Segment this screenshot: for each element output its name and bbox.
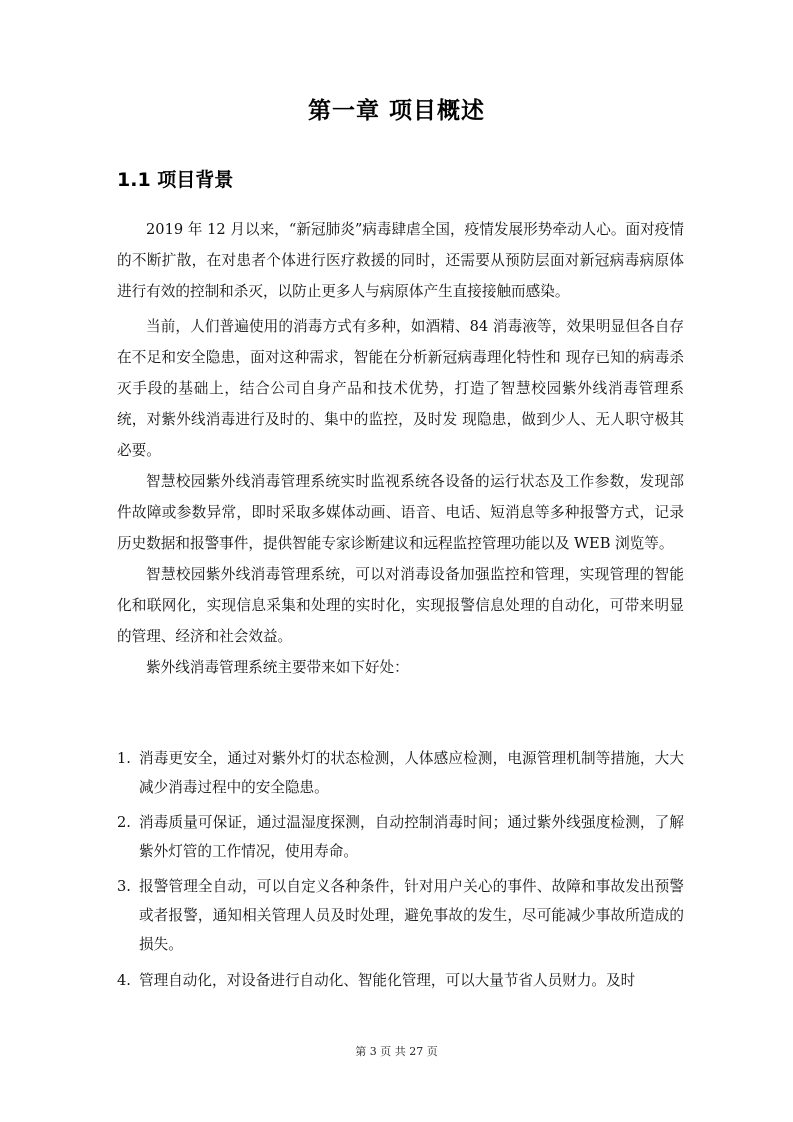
paragraph-background: 2019 年 12 月以来，“新冠肺炎”病毒肆虐全国，疫情发展形势牵动人心。面对疫情的不断扩散，在对患者个体进行医疗救援的同时，还需要从预防层面对新冠病毒病原体进行有效的控制和杀灭，以防止更多人与病原体产生直接接触而感染。: [117, 221, 684, 300]
paragraph-current-situation: 当前，人们普遍使用的消毒方式有多种，如酒精、84 消毒液等，效果明显但各自存在不足和安全隐患，面对这种需求，智能在分析新冠病毒理化特性和 现存已知的病毒杀灭手段的基础上，结合公司自身产品和技术优势，打造了智慧校园紫外线消毒管理系统，对紫外线消毒进行及时的、集中的监控，及时发 现隐患，做到少人、无人职守极其必要。: [117, 318, 684, 459]
paragraph-system-management: 智慧校园紫外线消毒管理系统，可以对消毒设备加强监控和管理，实现管理的智能化和联网化，实现信息采集和处理的实时化，实现报警信息处理的自动化，可带来明显的管理、经济和社会效益。: [117, 566, 684, 645]
chapter-title: 第一章 项目概述: [307, 98, 485, 124]
list-item-number: 2.: [117, 814, 131, 831]
list-item-number: 4.: [117, 972, 131, 989]
section-title: 1.1 项目背景: [117, 169, 234, 191]
page-footer: 第 3 页 共 27 页: [355, 1045, 438, 1058]
list-item-text: 消毒更安全，通过对紫外灯的状态检测，人体感应检测，电源管理机制等措施，大大减少消毒过程中的安全隐患。: [139, 750, 684, 796]
list-item-number: 3.: [117, 878, 131, 895]
list-item-text: 管理自动化，对设备进行自动化、智能化管理，可以大量节省人员财力。及时: [139, 972, 636, 989]
list-item-text: 消毒质量可保证，通过温湿度探测，自动控制消毒时间；通过紫外线强度检测，了解紫外灯管的工作情况，使用寿命。: [139, 814, 684, 860]
list-item-number: 1.: [117, 750, 131, 767]
list-item: [117, 966, 684, 995]
body-paragraphs: [117, 214, 684, 683]
list-item-text: 报警管理全自动，可以自定义各种条件，针对用户关心的事件、故障和事故发出预警或者报警，通知相关管理人员及时处理，避免事故的发生，尽可能减少事故所造成的损失。: [139, 878, 684, 953]
paragraph-system-monitoring: 智慧校园紫外线消毒管理系统实时监视系统各设备的运行状态及工作参数，发现部件故障或参数异常，即时采取多媒体动画、语音、电话、短消息等多种报警方式，记录历史数据和报警事件，提供智能专家诊断建议和远程监控管理功能以及 WEB 浏览等。: [117, 473, 684, 552]
list-item: [117, 808, 684, 866]
paragraph-benefits-intro: 紫外线消毒管理系统主要带来如下好处：: [146, 659, 409, 676]
list-item: [117, 872, 684, 959]
list-item: [117, 744, 684, 802]
